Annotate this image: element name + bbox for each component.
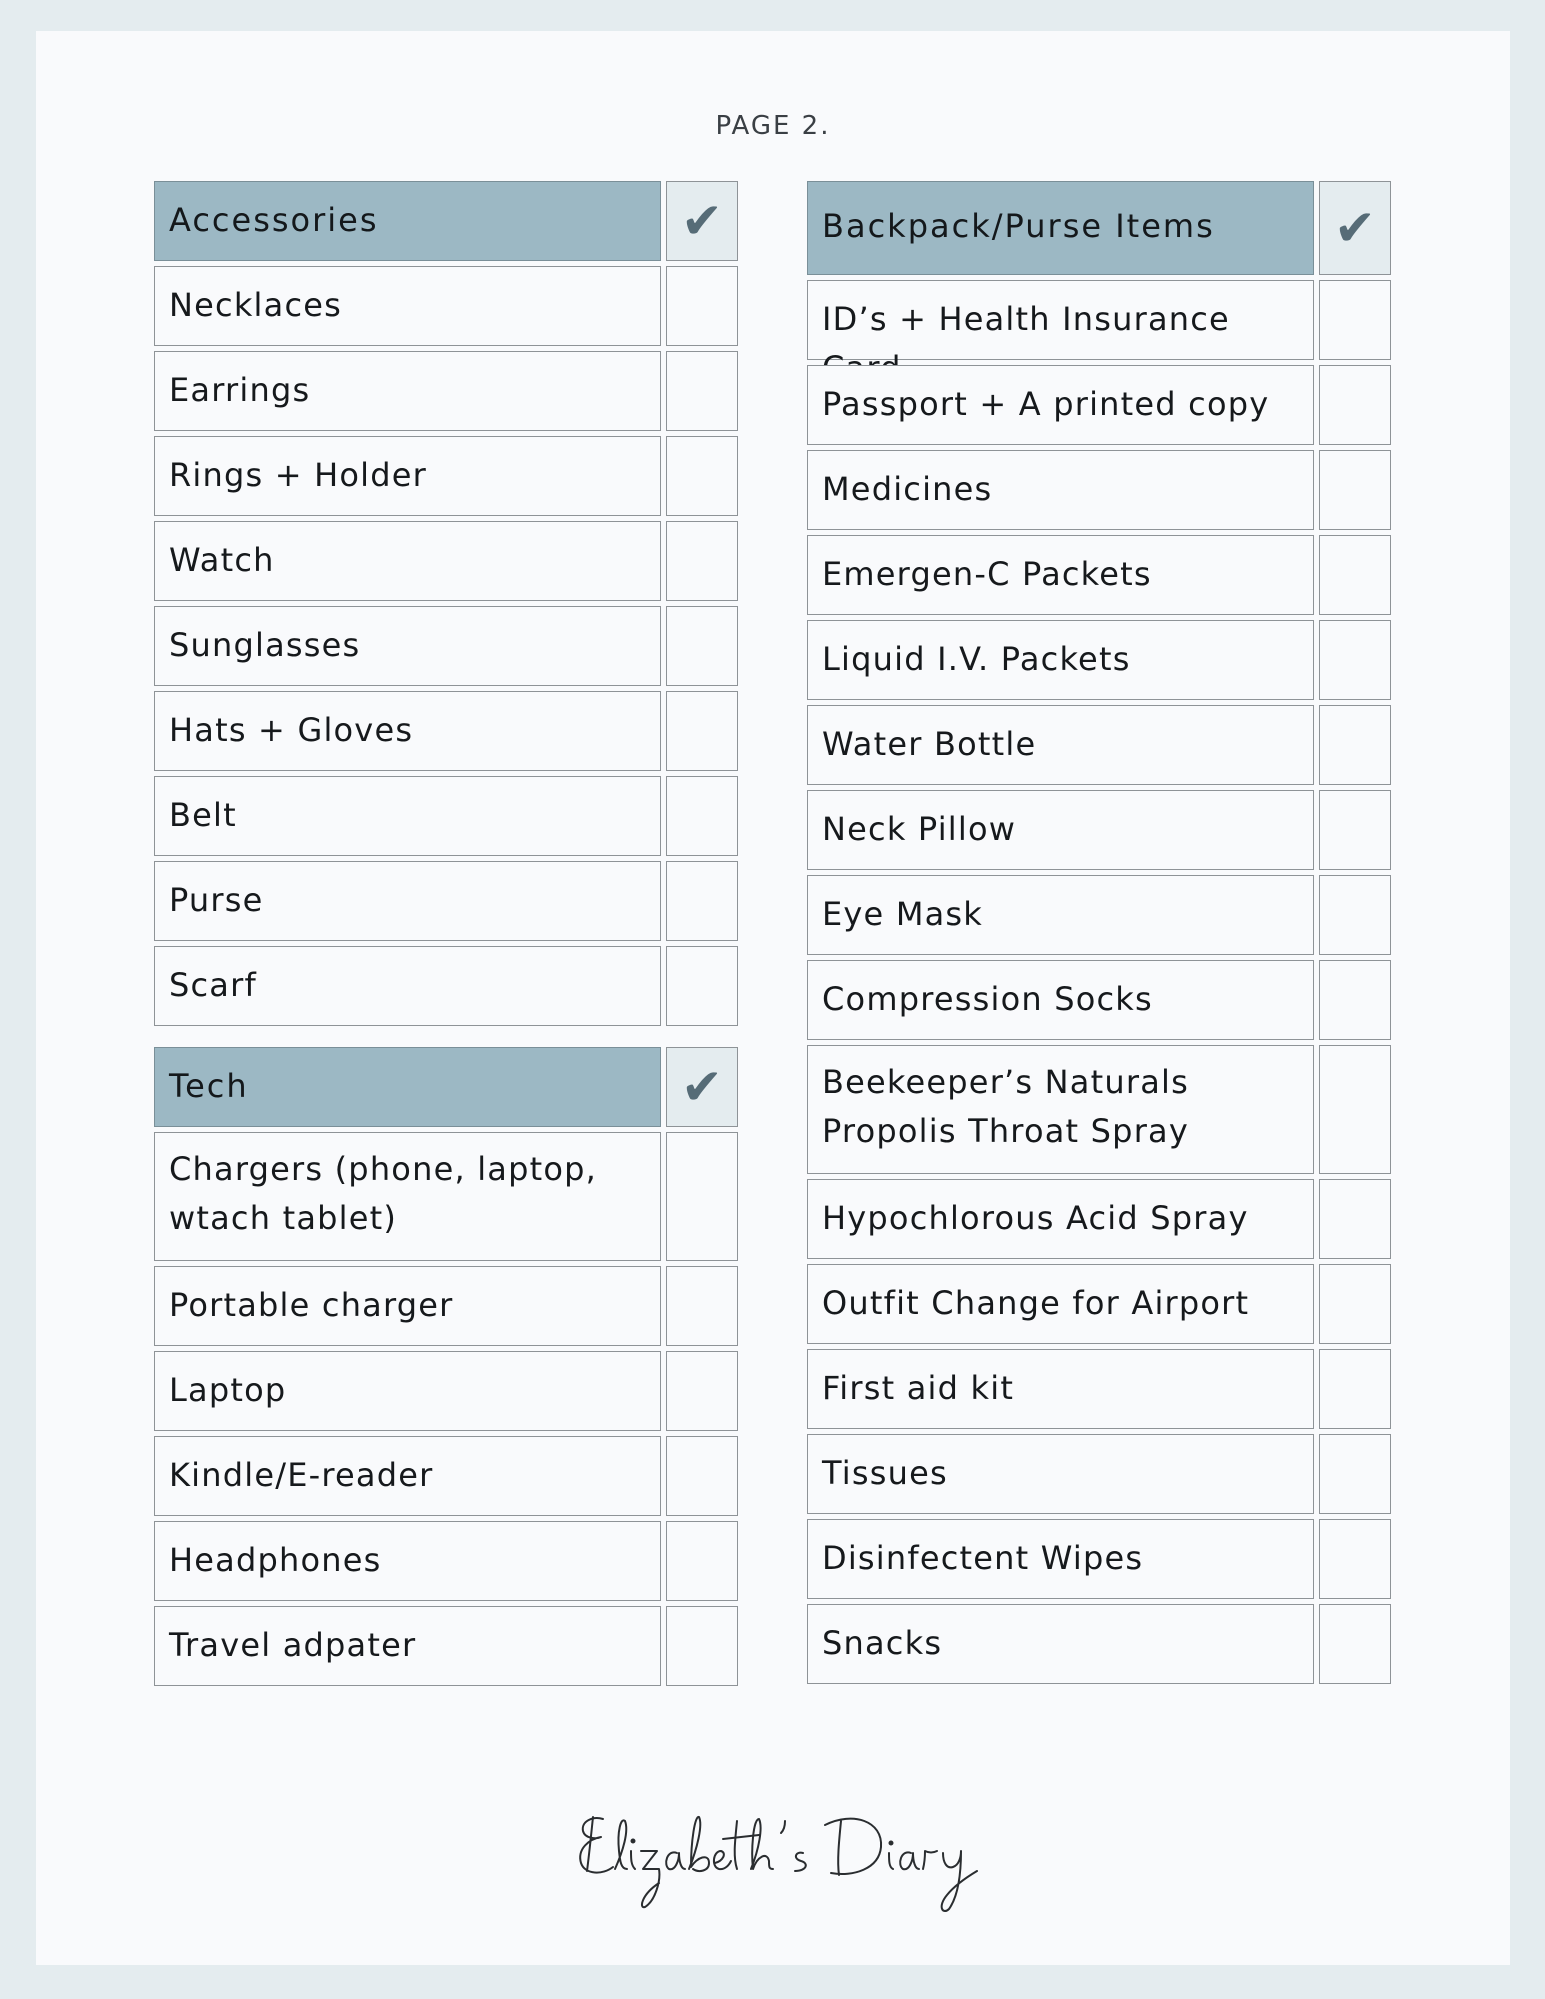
checkbox[interactable] [666,861,738,941]
item-label: Medicines [807,450,1314,530]
checkbox[interactable] [666,1521,738,1601]
checkbox[interactable] [666,1266,738,1346]
list-item [807,450,1391,530]
list-item [154,1606,738,1686]
tech-header-row [154,1047,738,1127]
checkmark-icon: ✔ [681,1058,723,1116]
list-item [807,1349,1391,1429]
checkbox[interactable] [666,266,738,346]
list-item [154,776,738,856]
checkbox[interactable] [1319,280,1391,360]
checkbox[interactable] [666,776,738,856]
checkbox[interactable] [1319,535,1391,615]
list-item [154,521,738,601]
item-label: First aid kit [807,1349,1314,1429]
backpack-header-check [1319,181,1391,275]
list-item [807,790,1391,870]
left-column [154,181,738,1691]
list-item [154,606,738,686]
backpack-header: Backpack/Purse Items [807,181,1314,275]
item-label: Kindle/E-reader [154,1436,661,1516]
item-label: Belt [154,776,661,856]
list-item [807,365,1391,445]
item-label: Disinfectent Wipes [807,1519,1314,1599]
item-label: ID’s + Health Insurance [807,280,1314,360]
checkbox[interactable] [1319,1519,1391,1599]
item-label: Headphones [154,1521,661,1601]
item-label: Beekeeper’s Naturals Propolis Throat Spray [807,1045,1314,1174]
checkbox[interactable] [666,606,738,686]
item-label: Compression Socks [807,960,1314,1040]
checkbox[interactable] [666,351,738,431]
list-item [807,620,1391,700]
item-label: Laptop [154,1351,661,1431]
item-label: Scarf [154,946,661,1026]
list-item [154,861,738,941]
checkbox[interactable] [1319,960,1391,1040]
list-item [154,946,738,1026]
backpack-header-row [807,181,1391,275]
item-label: Emergen-C Packets [807,535,1314,615]
list-item [154,1351,738,1431]
checkbox[interactable] [1319,1349,1391,1429]
checkbox[interactable] [666,946,738,1026]
item-label: Outfit Change for Airport [807,1264,1314,1344]
item-label: Watch [154,521,661,601]
item-label: Purse [154,861,661,941]
item-label: Snacks [807,1604,1314,1684]
list-item [807,280,1391,360]
checkbox[interactable] [1319,1045,1391,1174]
item-label: Portable charger [154,1266,661,1346]
checkbox[interactable] [666,1132,738,1261]
list-item [154,266,738,346]
checkbox[interactable] [1319,1434,1391,1514]
checkbox[interactable] [666,436,738,516]
checkbox[interactable] [666,1436,738,1516]
checkbox[interactable] [1319,450,1391,530]
list-item [807,1434,1391,1514]
item-label: Passport + A printed copy [807,365,1314,445]
item-label: Travel adpater [154,1606,661,1686]
checkbox[interactable] [1319,790,1391,870]
checkbox[interactable] [666,691,738,771]
checkbox[interactable] [666,1351,738,1431]
list-item [807,875,1391,955]
signature-icon [563,1791,983,1931]
list-item [807,1045,1391,1174]
item-label: Chargers (phone, laptop, wtach tablet) [154,1132,661,1261]
checkmark-icon: ✔ [1334,199,1376,257]
page-number-label: PAGE 2. [715,111,831,141]
list-item [807,535,1391,615]
list-item [807,1179,1391,1259]
checkbox[interactable] [1319,365,1391,445]
list-item [154,1436,738,1516]
list-item [807,960,1391,1040]
checkbox[interactable] [1319,705,1391,785]
item-label: Water Bottle [807,705,1314,785]
list-item [807,705,1391,785]
item-label: Earrings [154,351,661,431]
list-item [807,1604,1391,1684]
list-item [154,1132,738,1261]
item-label: Rings + Holder [154,436,661,516]
checkbox[interactable] [666,1606,738,1686]
checkbox[interactable] [1319,1604,1391,1684]
item-label: Neck Pillow [807,790,1314,870]
checkbox[interactable] [1319,620,1391,700]
signature-logo [36,1791,1510,1935]
checkmark-icon: ✔ [681,192,723,250]
item-label: Hypochlorous Acid Spray [807,1179,1314,1259]
checkbox[interactable] [1319,1264,1391,1344]
checkbox[interactable] [1319,875,1391,955]
list-item [154,436,738,516]
tech-header-check [666,1047,738,1127]
accessories-header: Accessories [154,181,661,261]
list-item [154,1266,738,1346]
right-column [807,181,1391,1689]
list-item [154,691,738,771]
tech-header: Tech [154,1047,661,1127]
accessories-header-row [154,181,738,261]
item-label: Liquid I.V. Packets [807,620,1314,700]
accessories-header-check [666,181,738,261]
item-label: Sunglasses [154,606,661,686]
list-item [807,1264,1391,1344]
item-label: Tissues [807,1434,1314,1514]
item-label: Necklaces [154,266,661,346]
checklist-page [36,31,1510,1965]
checkbox[interactable] [666,521,738,601]
list-item [154,351,738,431]
item-label: Eye Mask [807,875,1314,955]
item-label: Hats + Gloves [154,691,661,771]
list-item [154,1521,738,1601]
list-item [807,1519,1391,1599]
checkbox[interactable] [1319,1179,1391,1259]
